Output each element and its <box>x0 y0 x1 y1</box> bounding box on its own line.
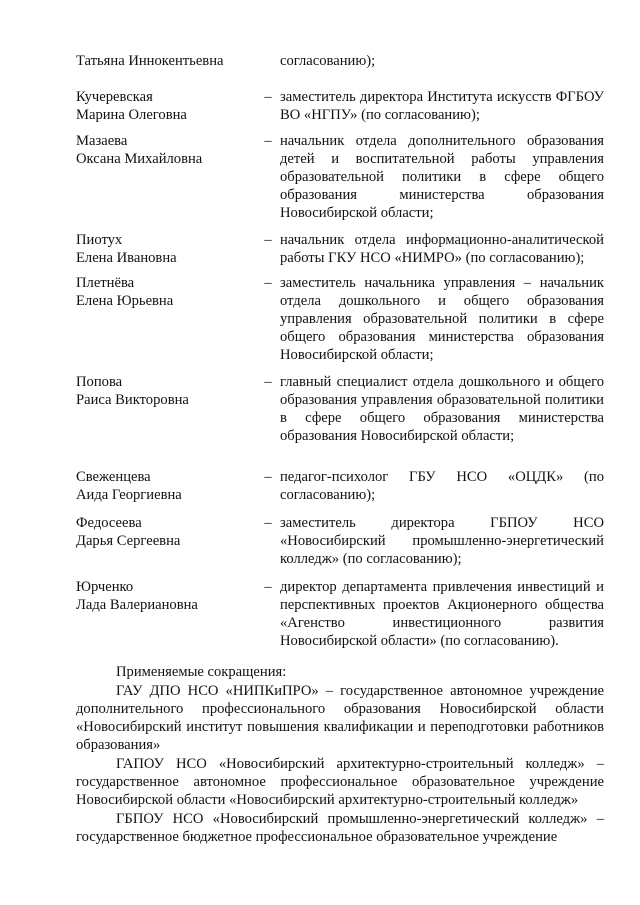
member-surname: Пиотух <box>76 232 123 248</box>
member-role: заместитель начальника управления – начальник отдела дошкольного и общего образования управления образовательной политики в сфере общего образования министерства образования Новосибирской области; <box>280 275 604 363</box>
member-row <box>76 514 604 578</box>
member-row <box>76 373 604 468</box>
member-given-name: Раиса Викторовна <box>76 392 189 408</box>
member-dash: – <box>264 579 272 595</box>
member-given-name: Аида Георгиевна <box>76 487 182 503</box>
member-surname: Мазаева <box>76 133 128 149</box>
member-row <box>76 52 604 88</box>
member-row <box>76 578 604 658</box>
abbreviation-item: ГАУ ДПО НСО «НИПКиПРО» – государственное автономное учреждение дополнительного профессионального образования Новосибирской области «Новосибирский институт повышения квалификации и переподготовки работников образования» <box>76 683 604 753</box>
member-dash: – <box>264 374 272 390</box>
member-role: согласованию); <box>280 53 376 69</box>
member-given-name: Дарья Сергеевна <box>76 533 181 549</box>
member-name-line: Татьяна Иннокентьевна <box>76 53 224 69</box>
member-role: заместитель директора ГБПОУ НСО «Новосибирский промышленно-энергетический колледж» (по согласованию); <box>280 515 604 567</box>
member-given-name: Елена Ивановна <box>76 250 177 266</box>
member-dash: – <box>264 232 272 248</box>
member-name <box>76 132 256 168</box>
member-role: заместитель директора Института искусств ФГБОУ ВО «НГПУ» (по согласованию); <box>280 89 604 123</box>
member-name <box>76 373 256 409</box>
member-name <box>76 468 256 504</box>
member-dash: – <box>264 469 272 485</box>
member-row <box>76 231 604 274</box>
member-given-name: Оксана Михайловна <box>76 151 203 167</box>
member-name <box>76 514 256 550</box>
member-dash: – <box>264 515 272 531</box>
member-row <box>76 88 604 132</box>
abbreviations-title: Применяемые сокращения: <box>116 664 287 680</box>
member-surname: Свеженцева <box>76 469 151 485</box>
member-row <box>76 468 604 514</box>
member-given-name: Марина Олеговна <box>76 107 187 123</box>
member-name <box>76 578 256 614</box>
member-dash: – <box>264 89 272 105</box>
member-role: директор департамента привлечения инвестиций и перспективных проектов Акционерного общества «Агенство инвестиционного развития Новосибирской области» (по согласованию). <box>280 579 604 649</box>
member-surname: Плетнёва <box>76 275 135 291</box>
abbreviations-section <box>76 663 604 847</box>
member-role: начальник отдела информационно-аналитической работы ГКУ НСО «НИМРО» (по согласованию); <box>280 232 604 266</box>
abbreviation-item: ГАПОУ НСО «Новосибирский архитектурно-строительный колледж» – государственное автономное профессиональное образовательное учреждение Новосибирской области «Новосибирский архитектурно-строительный колледж» <box>76 756 604 808</box>
member-surname: Юрченко <box>76 579 134 595</box>
member-surname: Кучеревская <box>76 89 153 105</box>
member-name <box>76 231 256 267</box>
member-role: главный специалист отдела дошкольного и общего образования управления образовательной политики в сфере общего образования министерства образования Новосибирской области; <box>280 374 604 444</box>
member-role: начальник отдела дополнительного образования детей и воспитательной работы управления образовательной политики в сфере общего образования министерства образования Новосибирской области; <box>280 133 604 221</box>
member-name <box>76 88 256 124</box>
member-surname: Попова <box>76 374 123 390</box>
member-surname: Федосеева <box>76 515 142 531</box>
abbreviation-item: ГБПОУ НСО «Новосибирский промышленно-энергетический колледж» – государственное бюджетное профессиональное образовательное учреждение <box>76 811 604 845</box>
member-row <box>76 132 604 231</box>
member-dash: – <box>264 133 272 149</box>
member-given-name: Елена Юрьевна <box>76 293 174 309</box>
member-row <box>76 274 604 373</box>
member-given-name: Лада Валериановна <box>76 597 198 613</box>
member-name <box>76 52 256 70</box>
member-dash: – <box>264 275 272 291</box>
member-role: педагог-психолог ГБУ НСО «ОЦДК» (по согласованию); <box>280 469 604 503</box>
member-name <box>76 274 256 310</box>
members-list <box>76 52 604 658</box>
